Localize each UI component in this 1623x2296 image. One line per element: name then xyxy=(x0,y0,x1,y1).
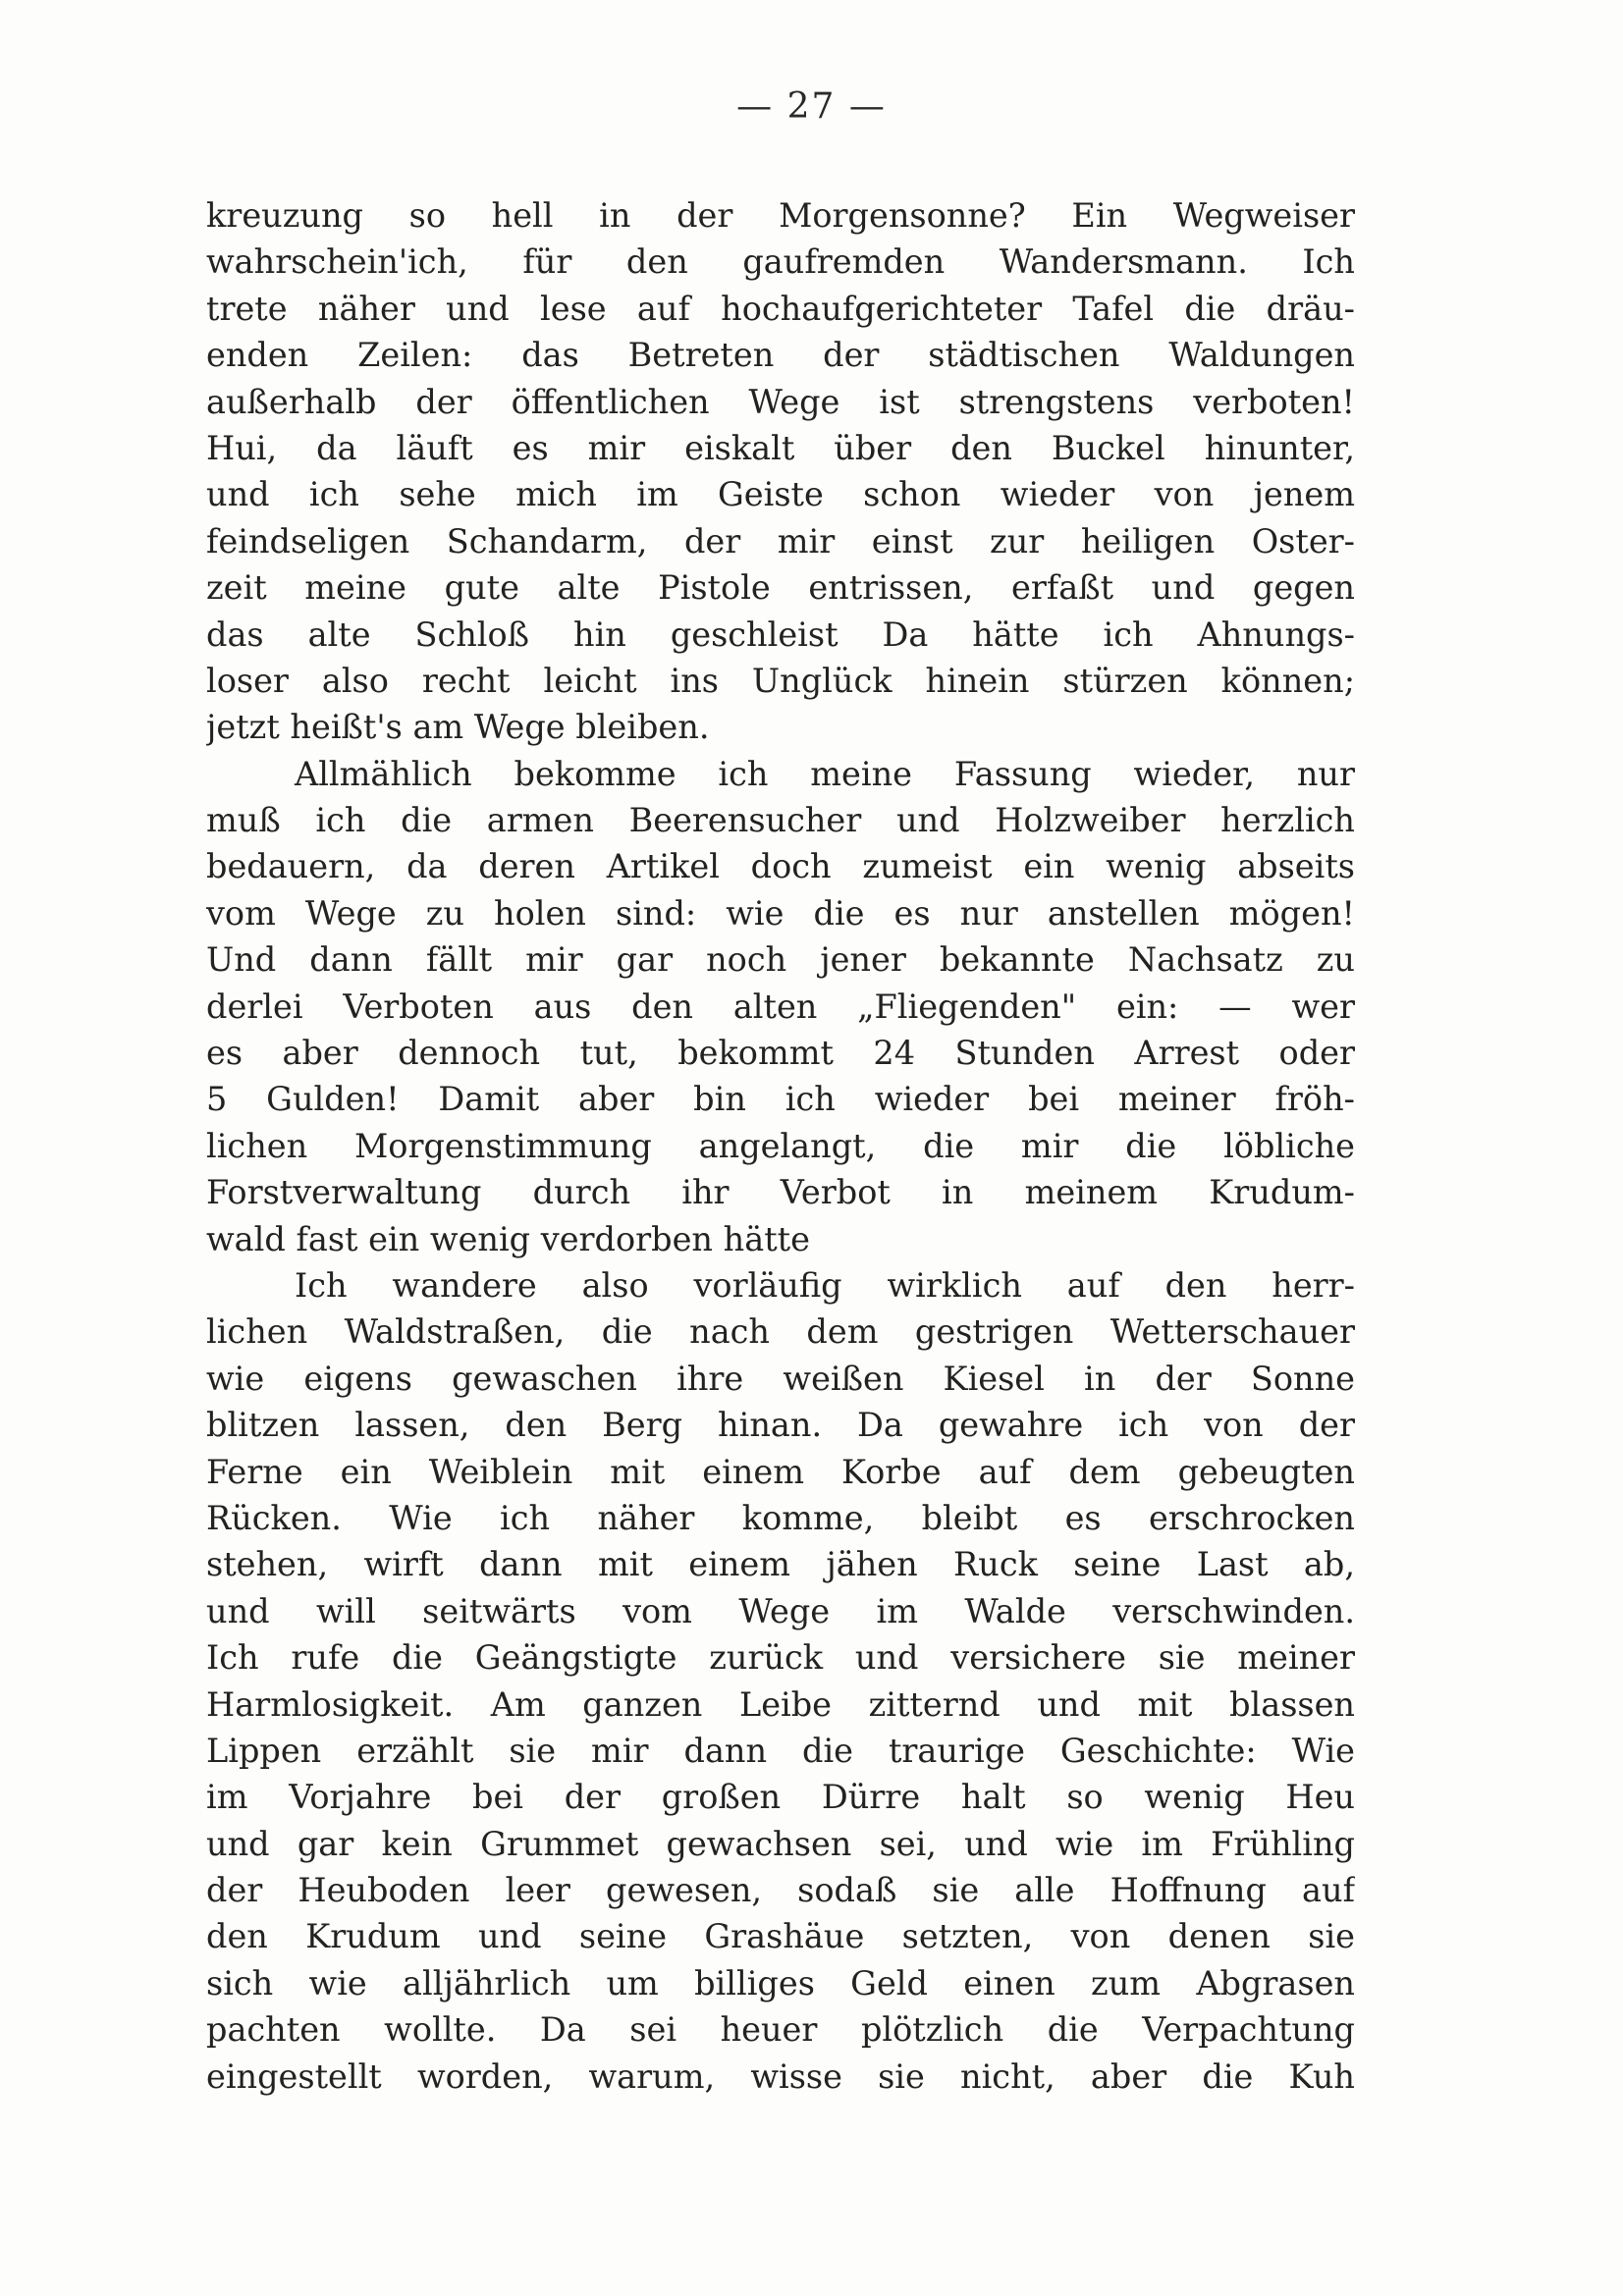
text-line: den Krudum und seine Grashäue setzten, von denen sie xyxy=(206,1917,1355,1956)
text-line: Allmählich bekomme ich meine Fassung wieder, nur xyxy=(295,754,1355,793)
text-line: Ich wandere also vorläufig wirklich auf den herr- xyxy=(295,1265,1355,1305)
text-line: Hui, da läuft es mir eiskalt über den Buckel hinunter, xyxy=(206,428,1355,467)
text-line: pachten wollte. Da sei heuer plötzlich die Verpachtung xyxy=(206,2010,1355,2050)
text-line: jetzt heißt's am Wege bleiben. xyxy=(206,708,710,747)
text-line: wald fast ein wenig verdorben hätte xyxy=(206,1219,810,1258)
text-line: es aber dennoch tut, bekommt 24 Stunden Arrest oder xyxy=(206,1034,1355,1073)
text-line: bedauern, da deren Artikel doch zumeist ein wenig abseits xyxy=(206,847,1355,886)
text-line: lichen Morgenstimmung angelangt, die mir die löbliche xyxy=(206,1126,1355,1165)
text-line: und ich sehe mich im Geiste schon wieder von jenem xyxy=(206,475,1355,514)
text-line: Harmlosigkeit. Am ganzen Leibe zitternd und mit blassen xyxy=(206,1684,1355,1724)
text-line: das alte Schloß hin geschleist Da hätte ich Ahnungs- xyxy=(206,614,1355,654)
text-line: und gar kein Grummet gewachsen sei, und wie im Frühling xyxy=(206,1824,1355,1863)
text-line: Und dann fällt mir gar noch jener bekannte Nachsatz zu xyxy=(206,940,1355,980)
text-line: lichen Waldstraßen, die nach dem gestrigen Wetterschauer xyxy=(206,1312,1355,1352)
text-line: loser also recht leicht ins Unglück hinein stürzen können; xyxy=(206,661,1355,700)
text-line: vom Wege zu holen sind: wie die es nur anstellen mögen! xyxy=(206,893,1355,933)
text-line: außerhalb der öffentlichen Wege ist strengstens verboten! xyxy=(206,382,1355,421)
text-line: enden Zeilen: das Betreten der städtischen Waldungen xyxy=(206,336,1355,375)
text-line: muß ich die armen Beerensucher und Holzweiber herzlich xyxy=(206,801,1355,840)
text-line: feindseligen Schandarm, der mir einst zur heiligen Oster- xyxy=(206,521,1355,561)
text-line: und will seitwärts vom Wege im Walde verschwinden. xyxy=(206,1591,1355,1630)
text-line: Ferne ein Weiblein mit einem Korbe auf dem gebeugten xyxy=(206,1452,1355,1491)
text-line: derlei Verboten aus den alten „Fliegenden" ein: — wer xyxy=(206,987,1355,1026)
text-line: blitzen lassen, den Berg hinan. Da gewahre ich von der xyxy=(206,1406,1355,1445)
text-line: sich wie alljährlich um billiges Geld einen zum Abgrasen xyxy=(206,1963,1355,2002)
text-line: eingestellt worden, warum, wisse sie nicht, aber die Kuh xyxy=(206,2056,1355,2096)
text-line: wahrschein'ich, für den gaufremden Wandersmann. Ich xyxy=(206,242,1355,282)
text-line: Rücken. Wie ich näher komme, bleibt es erschrocken xyxy=(206,1498,1355,1537)
text-line: wie eigens gewaschen ihre weißen Kiesel in der Sonne xyxy=(206,1359,1355,1398)
text-line: 5 Gulden! Damit aber bin ich wieder bei meiner fröh- xyxy=(206,1080,1355,1119)
text-line: Lippen erzählt sie mir dann die traurige Geschichte: Wie xyxy=(206,1731,1355,1770)
page-number: — 27 — xyxy=(736,86,887,127)
body-text xyxy=(206,192,1355,2100)
text-line: zeit meine gute alte Pistole entrissen, erfaßt und gegen xyxy=(206,568,1355,608)
text-line: Ich rufe die Geängstigte zurück und versichere sie meiner xyxy=(206,1638,1355,1678)
text-line: trete näher und lese auf hochaufgerichteter Tafel die dräu- xyxy=(206,289,1355,328)
text-line: kreuzung so hell in der Morgensonne? Ein Wegweiser xyxy=(206,196,1355,235)
text-line: der Heuboden leer gewesen, sodaß sie alle Hoffnung auf xyxy=(206,1871,1355,1910)
text-line: stehen, wirft dann mit einem jähen Ruck seine Last ab, xyxy=(206,1545,1355,1584)
text-line: Forstverwaltung durch ihr Verbot in meinem Krudum- xyxy=(206,1173,1355,1212)
text-line: im Vorjahre bei der großen Dürre halt so wenig Heu xyxy=(206,1778,1355,1817)
